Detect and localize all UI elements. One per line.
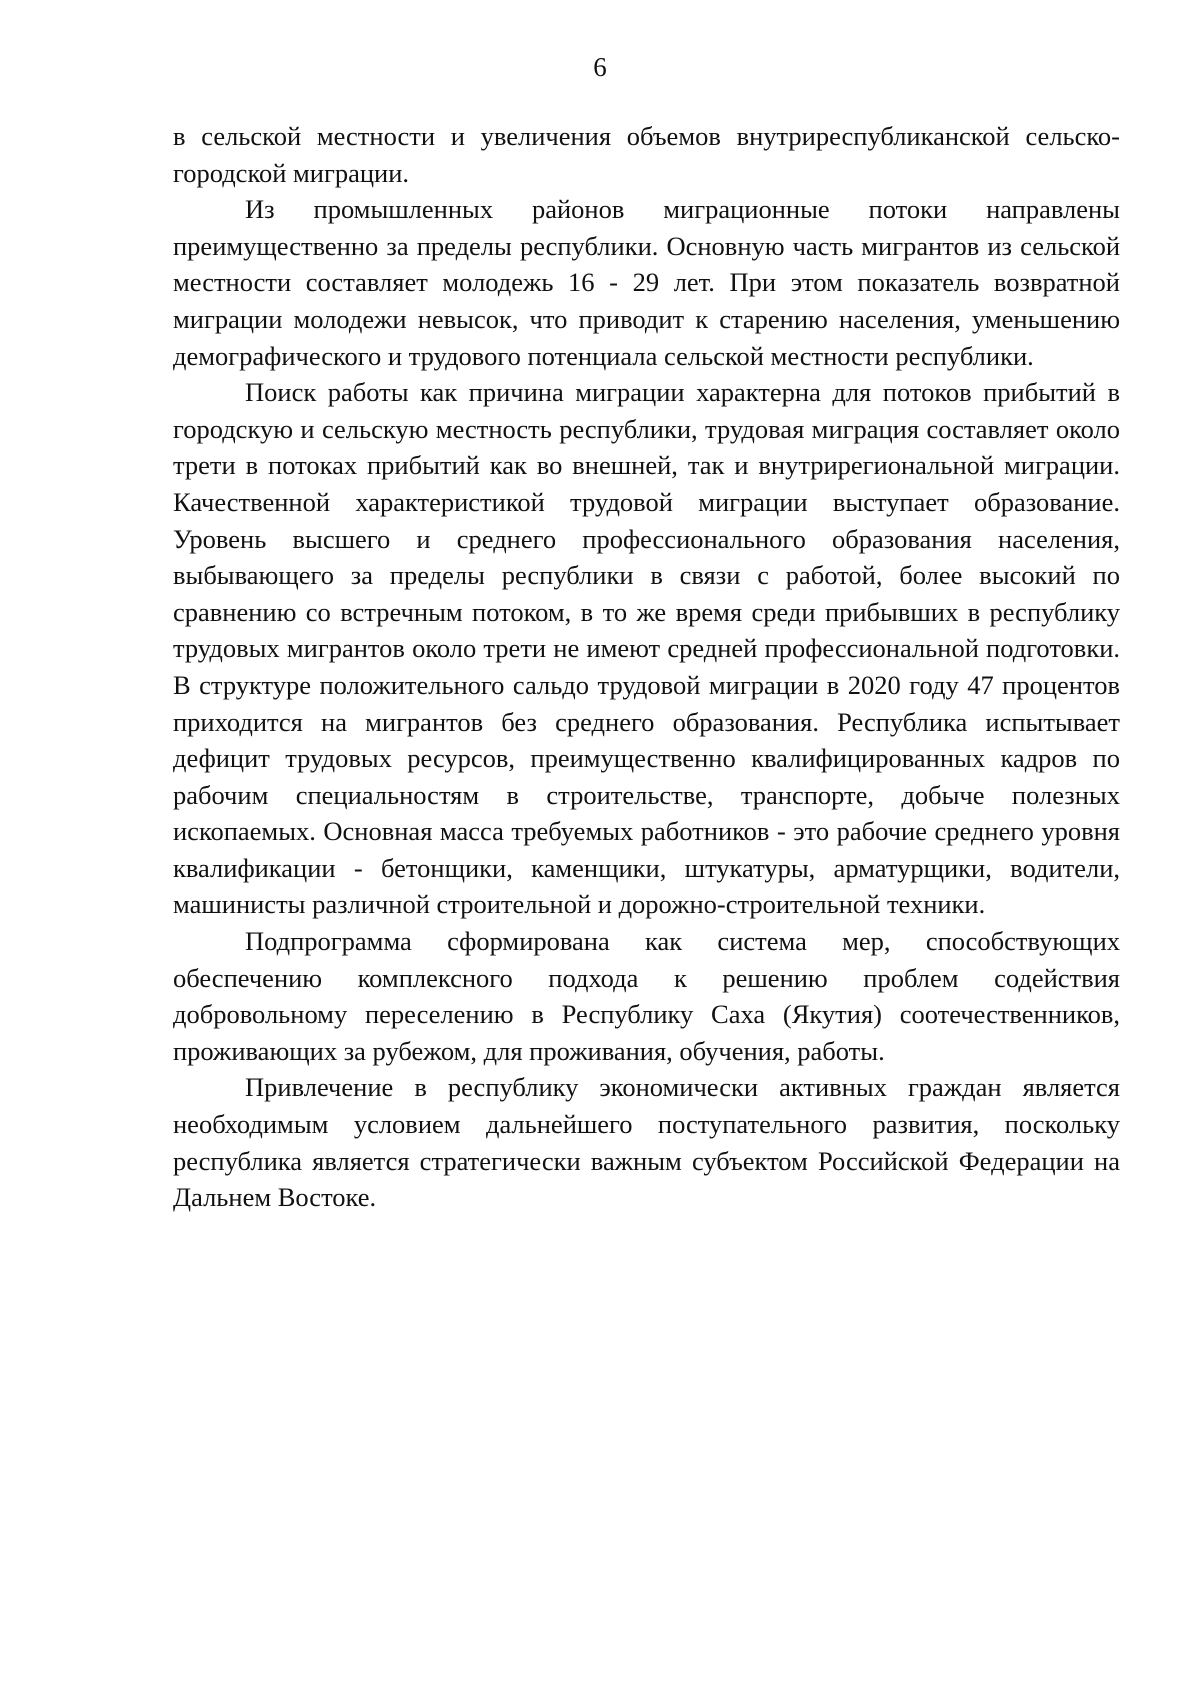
paragraph-industrial-migration: Из промышленных районов миграционные потоки направлены преимущественно за пределы республики. Основную часть мигрантов из сельской местности составляет молодежь 16 - 29 лет. При этом показатель возвратной миграции молодежи невысок, что приводит к старению населения, уменьшению демографического и трудового потенциала сельской местности республики. bbox=[173, 194, 1120, 371]
paragraph-continuation: в сельской местности и увеличения объемов внутриреспубликанской сельско-городской миграции. bbox=[173, 121, 1120, 188]
page-number: 6 bbox=[593, 52, 607, 82]
paragraph-labor-migration: Поиск работы как причина миграции характерна для потоков прибытий в городскую и сельскую местность республики, трудовая миграция составляет около трети в потоках прибытий как во внешней, так и внутрирегиональной миграции. Качественной характеристикой трудовой миграции выступает образование. Уровень высшего и среднего профессионального образования населения, выбывающего за пределы республики в связи с работой, более высокий по сравнению со встречным потоком, в то же время среди прибывших в республику трудовых мигрантов около трети не имеют средней профессиональной подготовки. В структуре положительного сальдо трудовой миграции в 2020 году 47 процентов приходится на мигрантов без среднего образования. Республика испытывает дефицит трудовых ресурсов, преимущественно квалифицированных кадров по рабочим специальностям в строительстве, транспорте, добыче полезных ископаемых. Основная масса требуемых работников - это рабочие среднего уровня квалификации - бетонщики, каменщики, штукатуры, арматурщики, водители, машинисты различной строительной и дорожно-строительной техники. bbox=[173, 377, 1120, 920]
paragraph-conclusion: Привлечение в республику экономически активных граждан является необходимым условием дальнейшего поступательного развития, поскольку республика является стратегически важным субъектом Российской Федерации на Дальнем Востоке. bbox=[173, 1072, 1120, 1213]
paragraph-subprogram: Подпрограмма сформирована как система мер, способствующих обеспечению комплексного подхода к решению проблем содействия добровольному переселению в Республику Саха (Якутия) соотечественников, проживающих за рубежом, для проживания, обучения, работы. bbox=[173, 926, 1120, 1066]
document-body bbox=[173, 118, 1120, 1216]
